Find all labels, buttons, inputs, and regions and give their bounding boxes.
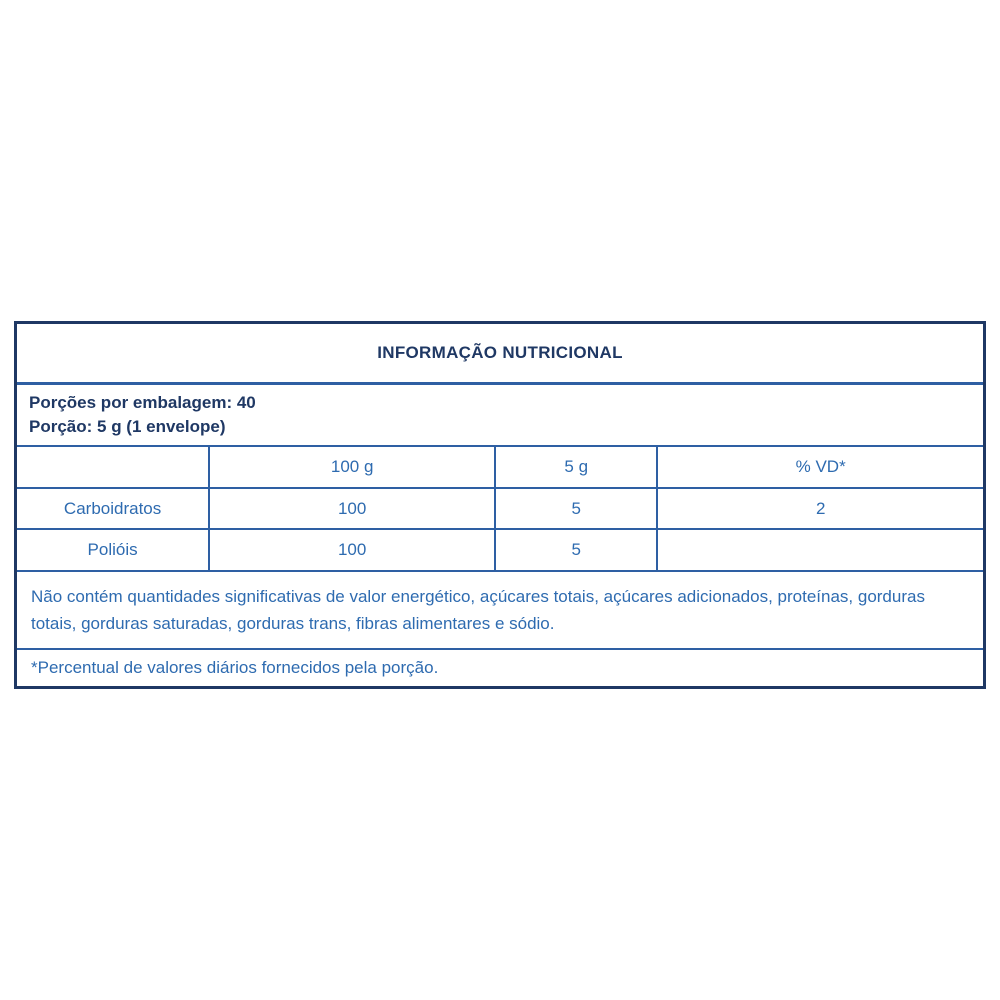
header-cell-5g: 5 g	[496, 447, 658, 487]
value-vd-percent: 2	[815, 498, 826, 518]
daily-values-footnote	[17, 650, 983, 686]
serving-size: Porção: 5 g (1 envelope)	[29, 417, 226, 436]
column-header-row	[17, 447, 983, 489]
nutrient-name: Carboidratos	[17, 489, 210, 528]
nutrient-name: Polióis	[17, 530, 210, 570]
table-row-poliois	[17, 530, 983, 572]
servings-per-package: Porções por embalagem: 40	[29, 392, 256, 412]
nutrition-facts-table	[14, 321, 986, 689]
value-vd-percent	[658, 530, 983, 570]
value-per-5g: 5	[496, 530, 658, 570]
header-cell-100g: 100 g	[210, 447, 496, 487]
header-cell-blank	[17, 447, 210, 487]
value-per-100g: 100	[210, 530, 496, 570]
table-title-row	[17, 324, 983, 385]
no-significant-amounts-note	[17, 572, 983, 650]
servings-section	[17, 385, 983, 447]
table-row-carboidratos	[17, 489, 983, 530]
table-title: INFORMAÇÃO NUTRICIONAL	[377, 343, 623, 362]
value-per-5g: 5	[496, 489, 658, 528]
note-text: Não contém quantidades significativas de valor energético, açúcares totais, açúcares adicionados, proteínas, gorduras totais, gorduras saturadas, gorduras trans, fibras alimentares e sódio.	[31, 586, 925, 633]
header-cell-vd: % VD*	[795, 457, 846, 476]
value-per-100g: 100	[210, 489, 496, 528]
footnote-text: *Percentual de valores diários fornecidos pela porção.	[31, 658, 439, 677]
